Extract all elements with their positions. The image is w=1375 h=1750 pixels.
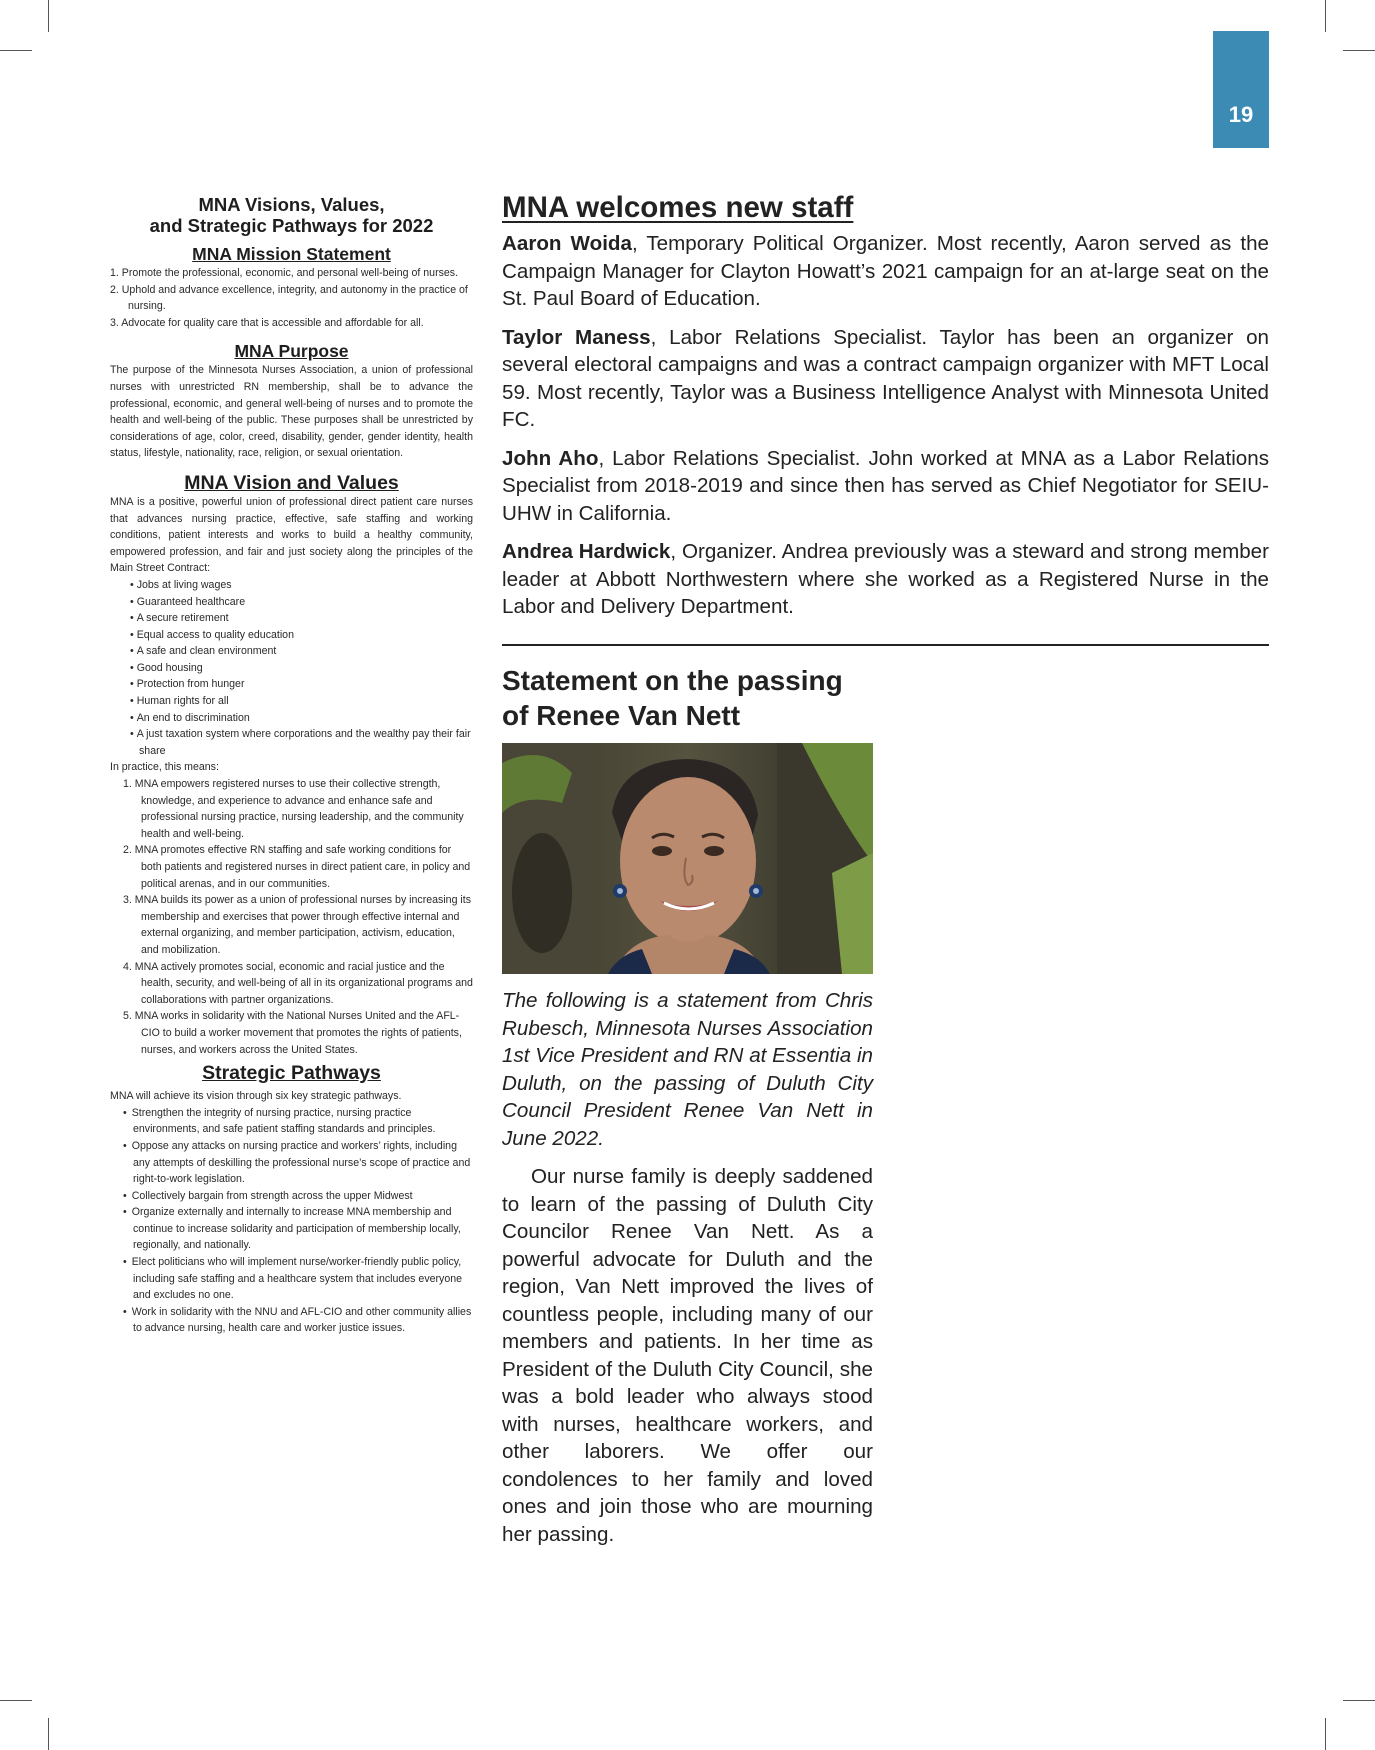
list-item: • Human rights for all	[130, 693, 473, 710]
left-column-title: MNA Visions, Values, and Strategic Pathways for 2022	[149, 194, 434, 236]
staff-description: , Organizer. Andrea previously was a steward and strong member leader at Abbott Northwestern where she worked as a Registered Nurse in the Labor and Delivery Department.	[502, 540, 1269, 618]
staff-entry	[502, 230, 1269, 313]
section-divider	[502, 644, 1269, 646]
list-item: • A just taxation system where corporations and the wealthy pay their fair share	[130, 726, 473, 759]
staff-name: Aaron Woida	[502, 232, 632, 255]
crop-mark	[48, 1718, 49, 1750]
list-item: • Good housing	[130, 660, 473, 677]
purpose-text: The purpose of the Minnesota Nurses Association, a union of professional nurses with unrestricted RN membership, shall be to advance the professional, economic, and general well-being of nurses and to promote the health and well-being of the public. These purposes shall be unrestricted by considerations of age, color, creed, disability, gender, gender identity, health status, lifestyle, nationality, race, religion, or sexual orientation.	[110, 364, 473, 460]
list-item: • Elect politicians who will implement nurse/worker-friendly public policy, including safe staffing and a healthcare system that includes everyone and excludes no one.	[123, 1254, 473, 1304]
main-street-list	[110, 577, 473, 760]
crop-mark	[0, 50, 32, 51]
list-item: 1. MNA empowers registered nurses to use their collective strength, knowledge, and experience to advance and enhance safe and professional nursing practice, nursing leadership, and the community health and well-being.	[123, 778, 464, 840]
list-item: • Collectively bargain from strength across the upper Midwest	[123, 1188, 473, 1205]
crop-mark	[1343, 1700, 1375, 1701]
list-item: • Work in solidarity with the NNU and AFL-CIO and other community allies to advance nursing, health care and worker justice issues.	[123, 1304, 473, 1337]
pathways-list	[110, 1105, 473, 1337]
staff-description: , Labor Relations Specialist. John worked at MNA as a Labor Relations Specialist from 2018-2019 and since then has served as Chief Negotiator for SEIU-UHW in California.	[502, 446, 1269, 525]
crop-mark	[48, 0, 49, 32]
list-item: • A safe and clean environment	[130, 643, 473, 660]
list-item: • An end to discrimination	[130, 710, 473, 727]
statement-body	[502, 987, 873, 1548]
visions-values-column	[110, 194, 473, 1337]
list-item: • Equal access to quality education	[130, 627, 473, 644]
staff-description: , Temporary Political Organizer. Most recently, Aaron served as the Campaign Manager for Clayton Howatt’s 2021 campaign for an at-large seat on the St. Paul Board of Education.	[502, 232, 1269, 310]
staff-name: Andrea Hardwick	[502, 540, 671, 563]
crop-mark	[1343, 50, 1375, 51]
practice-list	[110, 776, 473, 1058]
staff-name: Taylor Maness	[502, 325, 651, 349]
staff-name: John Aho	[502, 446, 599, 470]
statement-intro: The following is a statement from Chris Rubesch, Minnesota Nurses Association 1st Vice President and RN at Essentia in Duluth, on the passing of Duluth City Council President Renee Van Nett in June 2022.	[502, 989, 873, 1150]
pathways-heading: Strategic Pathways	[202, 1062, 381, 1085]
staff-entry	[502, 445, 1269, 528]
list-item: 1. Promote the professional, economic, and personal well-being of nurses.	[110, 267, 459, 279]
list-item: 3. Advocate for quality care that is accessible and affordable for all.	[110, 316, 424, 329]
new-staff-heading: MNA welcomes new staff	[502, 191, 854, 224]
crop-mark	[1325, 1718, 1326, 1750]
list-item: • Oppose any attacks on nursing practice and workers’ rights, including any attempts of deskilling the professional nurse’s scope of practice and right-to-work legislation.	[123, 1138, 473, 1188]
page-number-tab	[1213, 31, 1269, 148]
staff-description: , Labor Relations Specialist. Taylor has been an organizer on several electoral campaigns and was a contract campaign organizer with MFT Local 59. Most recently, Taylor was a Business Intelligence Analyst with Minnesota United FC.	[502, 325, 1269, 431]
mission-list	[110, 265, 473, 331]
vision-text: MNA is a positive, powerful union of professional direct patient care nurses that advances nursing practice, effective, safe staffing and working conditions, patient interests and works to build a healthy community, empowered profession, and fair and just society along the principles of the Main Street Contract:	[110, 495, 473, 575]
list-item: • Strengthen the integrity of nursing practice, nursing practice environments, and safe patient staffing standards and principles.	[123, 1105, 473, 1138]
list-item: 5. MNA works in solidarity with the National Nurses United and the AFL-CIO to build a worker movement that promotes the rights of patients, nurses, and workers across the United States.	[123, 1010, 462, 1056]
list-item: 4. MNA actively promotes social, economic and racial justice and the health, security, and well-being of all in its organizational programs and collaborations with partner organizations.	[123, 960, 473, 1006]
staff-entry	[502, 324, 1269, 434]
crop-mark	[1325, 0, 1326, 32]
crop-mark	[0, 1700, 32, 1701]
list-item: 3. MNA builds its power as a union of professional nurses by increasing its membership and exercises that power through effective internal and external organizing, and member participation, activism, education, and mobilization.	[123, 894, 472, 956]
practice-label: In practice, this means:	[110, 761, 219, 774]
list-item: 2. Uphold and advance excellence, integrity, and autonomy in the practice of nursing.	[110, 283, 468, 313]
staff-list	[502, 230, 1269, 621]
vision-heading: MNA Vision and Values	[184, 471, 399, 494]
list-item: • Guaranteed healthcare	[130, 594, 473, 611]
staff-entry	[502, 538, 1269, 621]
list-item: • Jobs at living wages	[130, 577, 473, 594]
statement-text: Our nurse family is deeply saddened to learn of the passing of Duluth City Councilor Renee Van Nett. As a powerful advocate for Duluth and the region, Van Nett improved the lives of countless people, including many of our members and patients. In her time as President of the Duluth City Council, she was a bold leader who always stood with nurses, healthcare workers, and other laborers. We offer our condolences to her family and loved ones and join those who are mourning her passing.	[502, 1165, 873, 1546]
list-item: • A secure retirement	[130, 610, 473, 627]
page-number: 19	[1228, 102, 1254, 127]
mission-heading: MNA Mission Statement	[192, 244, 391, 264]
list-item: • Protection from hunger	[130, 676, 473, 693]
renee-van-nett-photo	[502, 743, 873, 974]
list-item: • Organize externally and internally to increase MNA membership and continue to increase solidarity and participation of membership locally, regionally, and nationally.	[123, 1204, 473, 1254]
list-item: 2. MNA promotes effective RN staffing and safe working conditions for both patients and registered nurses in direct patient care, in policy and political arenas, and in our communities.	[123, 844, 471, 890]
pathways-intro: MNA will achieve its vision through six key strategic pathways.	[110, 1090, 402, 1103]
statement-heading: Statement on the passing of Renee Van Nett	[502, 665, 843, 731]
purpose-heading: MNA Purpose	[234, 341, 349, 362]
new-staff-section	[502, 190, 1269, 632]
